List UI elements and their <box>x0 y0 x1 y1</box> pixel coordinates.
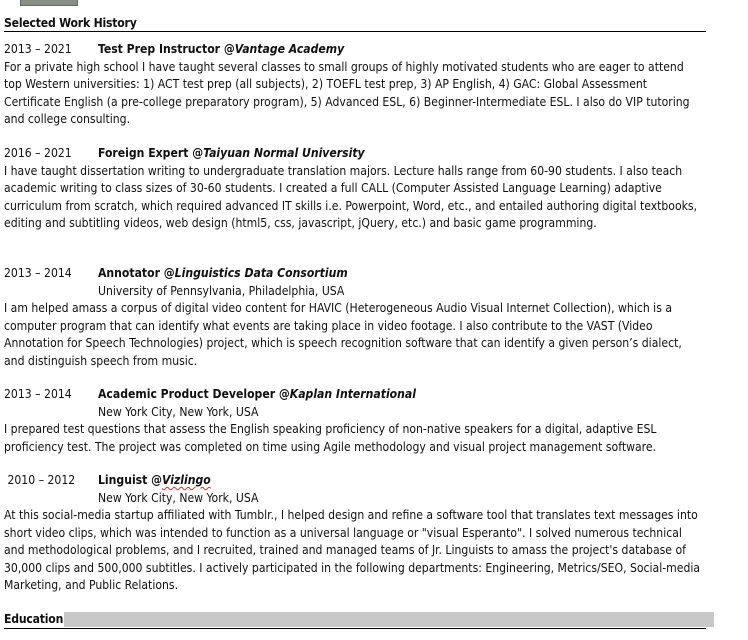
job-entry-kaplan <box>4 386 704 456</box>
job-location: New York City, New York, USA <box>98 404 259 419</box>
job-dates: 2013 – 2014 <box>4 266 72 280</box>
section-heading-education: Education <box>4 612 64 626</box>
job-heading <box>4 472 704 490</box>
job-role: Foreign Expert @ <box>98 146 204 160</box>
job-entry-ldc <box>4 265 704 370</box>
job-heading <box>4 41 704 59</box>
job-description: I have taught dissertation writing to undergraduate translation majors. Lecture halls range from 60-90 students. I also teach academic writing to class sizes of 30-60 students. I created a full CALL (Computer Assisted Language Learning) adaptive curriculum from scratch, which required advanced IT skills i.e. Powerpoint, Word, etc., and entailed authoring digital textbooks, editing and subtitling videos, web design (html5, css, javascript, jQuery, etc.) and basic game programming. <box>4 163 698 230</box>
job-heading <box>4 265 704 283</box>
job-description: I am helped amass a corpus of digital video content for HAVIC (Heterogeneous Audio Visual Internet Collection), which is a computer program that can identify what events are taking place in video footage. I also contribute to the VAST (Video Annotation for Speech Technologies) project, which is speech recognition software that can identify a given person’s dialect, and distinguish speech from music. <box>4 301 682 368</box>
job-role: Linguist @ <box>98 473 163 487</box>
job-employer: Vantage Academy <box>234 42 345 56</box>
job-description: I prepared test questions that assess the English speaking proficiency of non-native speakers for a digital, adaptive ESL proficiency test. The project was completed on time using Agile methodology and visual project management software. <box>4 422 657 454</box>
job-role: Academic Product Developer @ <box>98 387 290 401</box>
job-location: New York City, New York, USA <box>98 490 259 505</box>
job-employer: Linguistics Data Consortium <box>174 266 348 280</box>
education-divider <box>4 628 706 629</box>
job-role: Test Prep Instructor @ <box>98 42 235 56</box>
job-description: At this social-media startup affiliated with Tumblr., I helped design and refine a software tool that translates text messages into short video clips, which was intended to function as a universal language or "visual Esperanto". I solved numerous technical and methodological problems, and I recruited, trained and managed teams of Jr. Linguists to amass the project's database of 30,000 clips and 500,000 subtitles. I actively participated in the following departments: Engineering, Metrics/SEO, Social-media Marketing, and Public Relations. <box>4 508 701 592</box>
job-entry-vizlingo <box>4 472 704 595</box>
job-heading <box>4 386 704 404</box>
job-description: For a private high school I have taught several classes to small groups of highly motivated students who are eager to attend top Western universities: 1) ACT test prep (all subjects), 2) TOEFL test prep, 3) AP English, 4) GAC: Global Assessment Certificate English (a pre-college preparatory program), 5) Advanced ESL, 6) Beginner-Intermediate ESL. I also do VIP tutoring and college consulting. <box>4 59 690 126</box>
job-employer: Vizlingo <box>162 473 211 487</box>
job-dates: 2013 – 2014 <box>4 387 72 401</box>
job-dates: 2013 – 2021 <box>4 42 72 56</box>
job-location: University of Pennsylvania, Philadelphia, USA <box>98 283 345 298</box>
job-heading <box>4 145 704 163</box>
job-employer: Taiyuan Normal University <box>203 146 365 160</box>
profile-photo <box>20 0 78 6</box>
job-dates: 2010 – 2012 <box>4 473 76 487</box>
job-dates: 2016 – 2021 <box>4 146 72 160</box>
job-employer: Kaplan International <box>289 387 416 401</box>
section-heading-work-history: Selected Work History <box>4 16 706 32</box>
job-entry-taiyuan <box>4 145 704 233</box>
job-role: Annotator @ <box>98 266 175 280</box>
job-entry-vantage <box>4 41 704 129</box>
